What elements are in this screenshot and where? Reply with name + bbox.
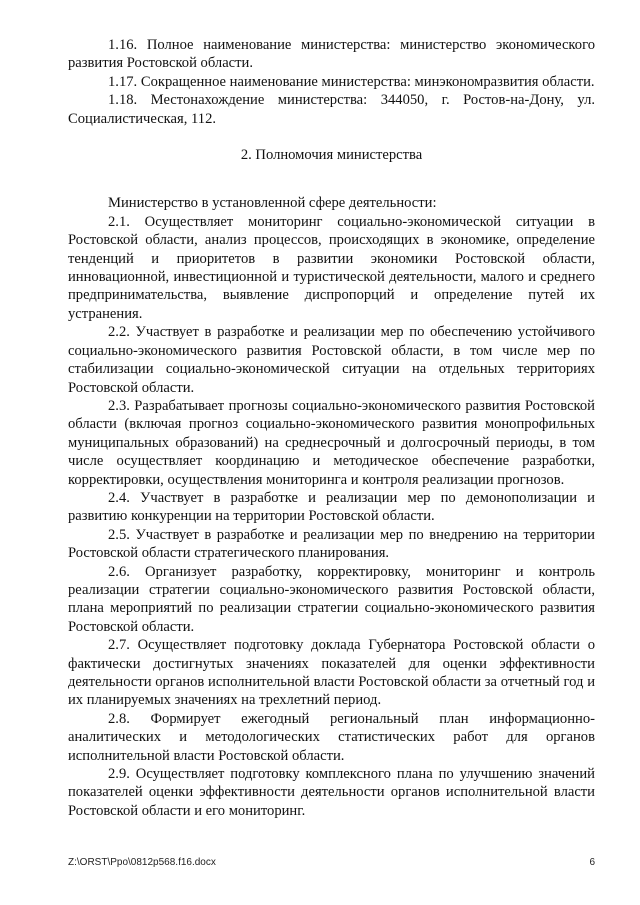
document-body: [68, 36, 595, 820]
paragraph-1-18: 1.18. Местонахождение министерства: 344050, г. Ростов-на-Дону, ул. Социалистическая, 112.: [68, 92, 595, 127]
paragraph-2-7: 2.7. Осуществляет подготовку доклада Губернатора Ростовской области о фактически достигнутых значениях показателей для оценки эффективности деятельности органов исполнительной власти Ростовской области за отчетный год и их планируемых значениях на трехлетний период.: [68, 637, 595, 709]
paragraph-2-1: 2.1. Осуществляет мониторинг социально-экономической ситуации в Ростовской области, анализ процессов, происходящих в экономике, определение тенденций и приоритетов в развитии экономики Ростовской области, инновационной, инвестиционной и туристической деятельности, малого и среднего предпринимательства, выявление диспропорций и определение путей их устранения.: [68, 213, 595, 322]
paragraph-2-9: 2.9. Осуществляет подготовку комплексного плана по улучшению значений показателей оценки эффективности деятельности органов исполнительной власти Ростовской области и его мониторинг.: [68, 766, 595, 819]
page-number: 6: [589, 857, 595, 868]
paragraph-1-17: 1.17. Сокращенное наименование министерства: минэкономразвития области.: [108, 73, 595, 90]
paragraph-2-6: 2.6. Организует разработку, корректировку, мониторинг и контроль реализации стратегии социально-экономического развития Ростовской области, плана мероприятий по реализации стратегии социально-экономического развития Ростовской области.: [68, 563, 595, 635]
section-heading: 2. Полномочия министерства: [240, 147, 423, 164]
paragraph-1-16: 1.16. Полное наименование министерства: министерство экономического развития Ростовской области.: [68, 37, 595, 72]
paragraph-2-8: 2.8. Формирует ежегодный региональный план информационно-аналитических и методологических статистических работ для органов исполнительной власти Ростовской области.: [68, 710, 595, 764]
footer-file-path: Z:\ORST\Ppo\0812p568.f16.docx: [68, 857, 216, 868]
paragraph-2-2: 2.2. Участвует в разработке и реализации мер по обеспечению устойчивого социально-экономического развития Ростовской области, в том числе мер по стабилизации социально-экономической ситуации на отдельных территориях Ростовской области.: [68, 324, 595, 396]
section-intro: Министерство в установленной сфере деятельности:: [108, 195, 437, 212]
paragraph-2-4: 2.4. Участвует в разработке и реализации мер по демонополизации и развитию конкуренции на территории Ростовской области.: [68, 489, 595, 525]
page-footer: [68, 857, 595, 869]
paragraph-2-3: 2.3. Разрабатывает прогнозы социально-экономического развития Ростовской области (включая прогноз социально-экономического развития монопрофильных муниципальных образований) на среднесрочный и долгосрочный периоды, в том числе осуществляет координацию и методическое обеспечение разработки, корректировки, осуществления мониторинга и контроля реализации прогнозов.: [68, 397, 595, 488]
paragraph-2-5: 2.5. Участвует в разработке и реализации мер по внедрению на территории Ростовской области стратегического планирования.: [68, 526, 595, 562]
